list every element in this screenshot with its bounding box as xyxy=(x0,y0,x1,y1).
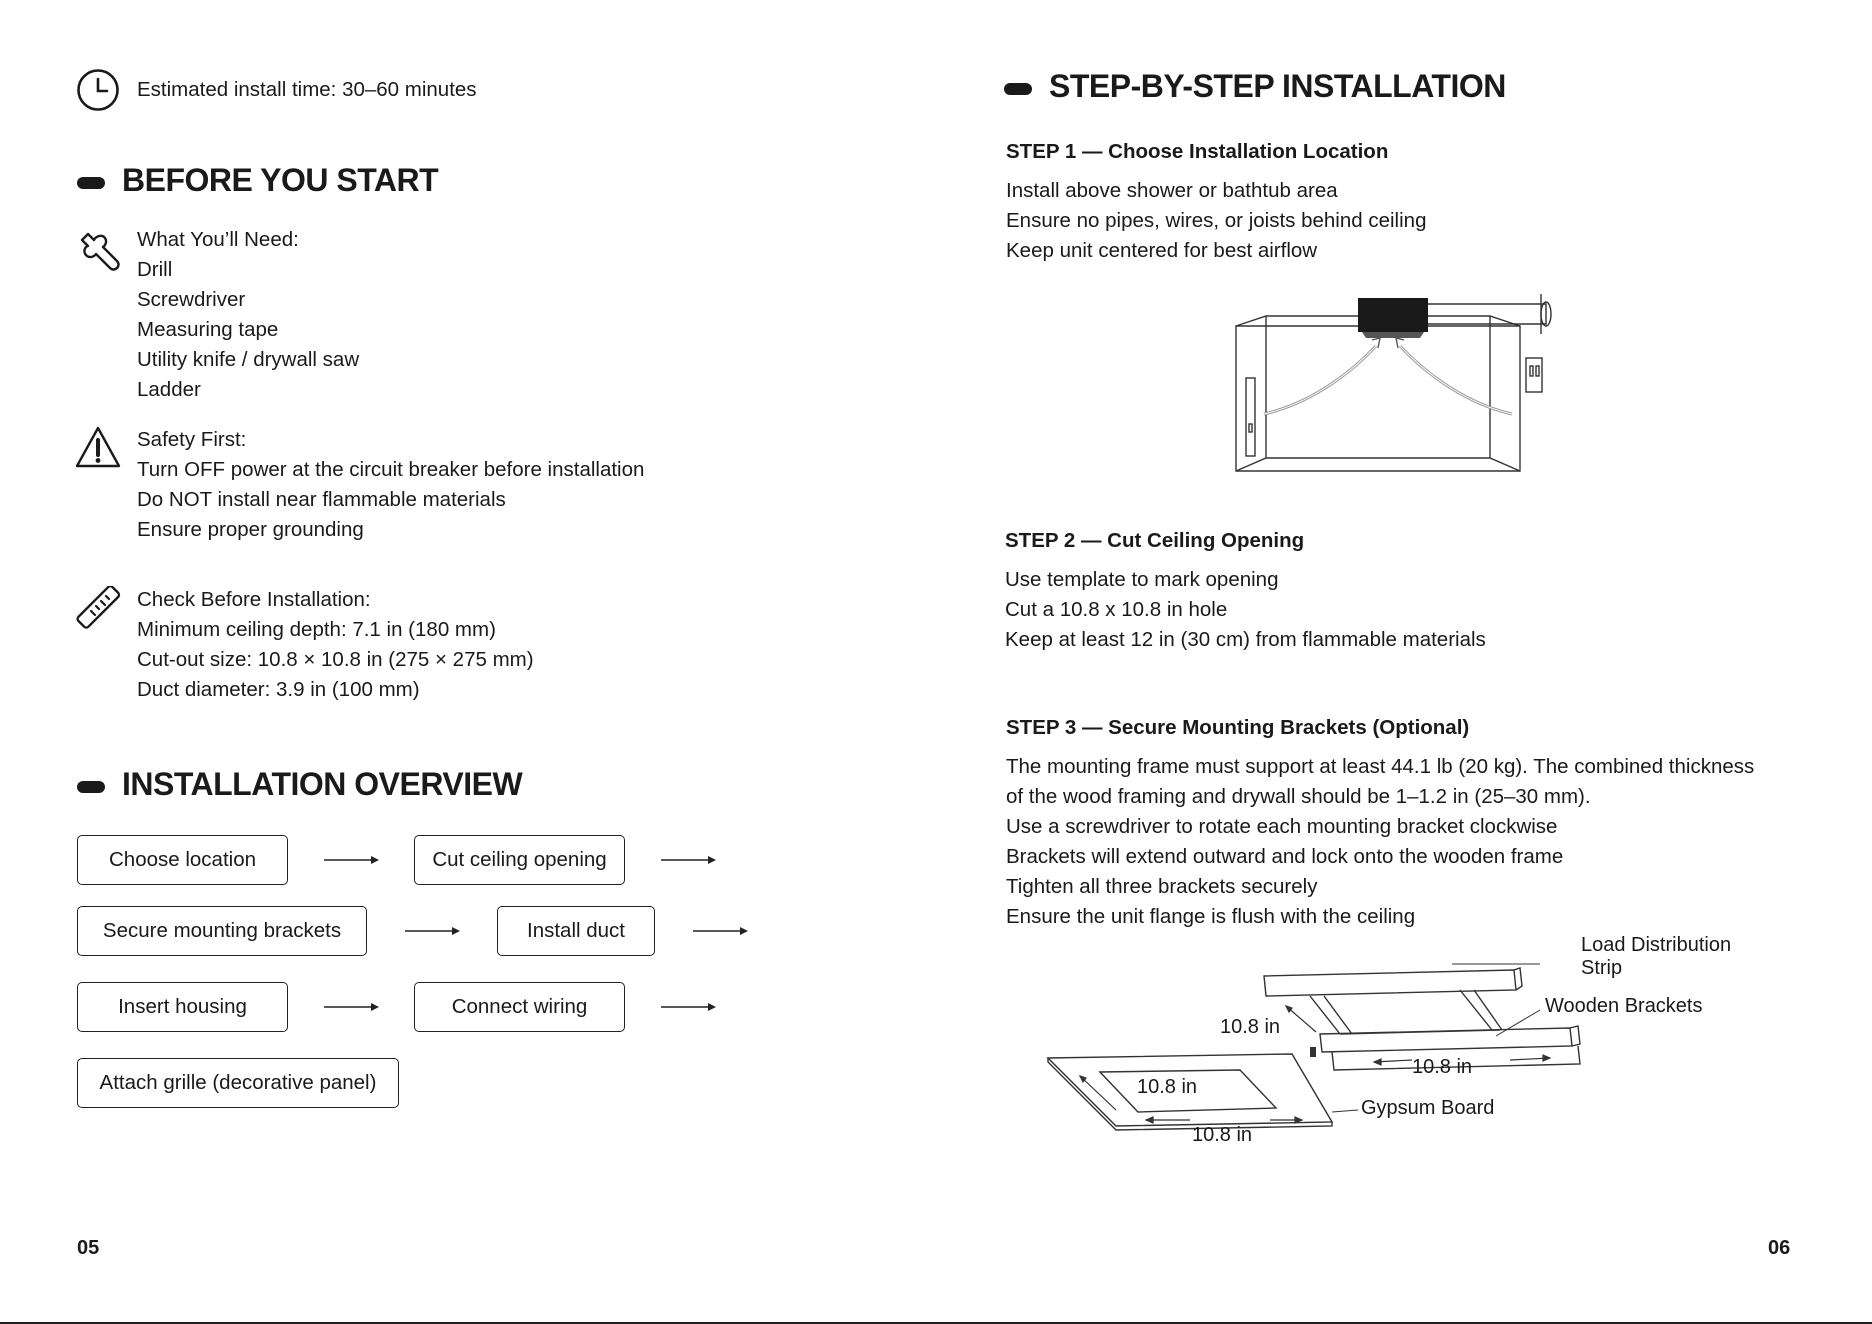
step-line: Use a screwdriver to rotate each mounting bracket clockwise xyxy=(1006,815,1558,838)
flow-step-connect-wiring: Connect wiring xyxy=(414,982,625,1032)
flow-step-insert-housing: Insert housing xyxy=(77,982,288,1032)
install-time: Estimated install time: 30–60 minutes xyxy=(137,78,477,101)
dimension-label: 10.8 in xyxy=(1137,1076,1198,1098)
step3-text xyxy=(1006,752,1754,932)
label-gypsum-board: Gypsum Board xyxy=(1361,1097,1495,1119)
page-number-left: 05 xyxy=(77,1237,100,1259)
warning-icon xyxy=(74,425,122,469)
step-line: Install above shower or bathtub area xyxy=(1006,179,1338,202)
dimension-label: 10.8 in xyxy=(1412,1056,1473,1078)
list-item: Ladder xyxy=(137,378,201,401)
step-line: Keep unit centered for best airflow xyxy=(1006,239,1318,262)
step2-text xyxy=(1005,565,1486,655)
ruler-icon xyxy=(76,586,122,632)
before-you-start-heading: BEFORE YOU START xyxy=(122,162,439,198)
heading-marker xyxy=(77,177,105,189)
check-title: Check Before Installation: xyxy=(137,588,371,611)
step-by-step-heading: STEP-BY-STEP INSTALLATION xyxy=(1049,68,1506,104)
step2-title: STEP 2 — Cut Ceiling Opening xyxy=(1005,529,1305,552)
flow-step-attach-grille: Attach grille (decorative panel) xyxy=(77,1058,399,1108)
list-item: Utility knife / drywall saw xyxy=(137,348,360,371)
list-item: Drill xyxy=(137,258,173,281)
list-item: Duct diameter: 3.9 in (100 mm) xyxy=(137,678,420,701)
list-item: Do NOT install near flammable materials xyxy=(137,488,506,511)
flow-arrow xyxy=(661,1001,717,1013)
clock-icon xyxy=(76,68,120,112)
step-line: Keep at least 12 in (30 cm) from flammable materials xyxy=(1005,628,1486,651)
list-item: Measuring tape xyxy=(137,318,279,341)
list-item: Screwdriver xyxy=(137,288,246,311)
step-line: Cut a 10.8 x 10.8 in hole xyxy=(1005,598,1228,621)
flow-arrow xyxy=(324,1001,380,1013)
wrench-icon xyxy=(76,228,122,274)
dimension-label: 10.8 in xyxy=(1192,1124,1253,1146)
mounting-bracket-diagram xyxy=(1040,950,1600,1160)
step-line: Brackets will extend outward and lock onto the wooden frame xyxy=(1006,845,1564,868)
safety-list xyxy=(137,425,644,545)
list-item: Cut-out size: 10.8 × 10.8 in (275 × 275 mm) xyxy=(137,648,534,671)
step-line: of the wood framing and drywall should be 1–1.2 in (25–30 mm). xyxy=(1006,785,1591,808)
step-line: Ensure no pipes, wires, or joists behind ceiling xyxy=(1006,209,1427,232)
label-load-distribution-strip: Load Distribution Strip xyxy=(1581,934,1732,979)
flow-arrow xyxy=(661,854,717,866)
flow-arrow xyxy=(405,925,461,937)
installation-overview-heading: INSTALLATION OVERVIEW xyxy=(122,766,523,802)
step-line: The mounting frame must support at least 44.1 lb (20 kg). The combined thickness xyxy=(1006,755,1755,778)
dimension-label: 10.8 in xyxy=(1220,1016,1281,1038)
room-airflow-illustration xyxy=(1228,286,1558,476)
tools-list xyxy=(137,225,359,405)
step1-title: STEP 1 — Choose Installation Location xyxy=(1006,140,1389,163)
page-number-right: 06 xyxy=(1768,1237,1791,1259)
flow-arrow xyxy=(324,854,380,866)
heading-marker xyxy=(1004,83,1032,95)
flow-step-secure-brackets: Secure mounting brackets xyxy=(77,906,367,956)
step-line: Ensure the unit flange is flush with the ceiling xyxy=(1006,905,1416,928)
list-item: Minimum ceiling depth: 7.1 in (180 mm) xyxy=(137,618,496,641)
step-line: Tighten all three brackets securely xyxy=(1006,875,1318,898)
list-item: Turn OFF power at the circuit breaker before installation xyxy=(137,458,645,481)
check-list xyxy=(137,585,534,705)
tools-title: What You’ll Need: xyxy=(137,228,299,251)
step1-text xyxy=(1006,176,1426,266)
label-wooden-brackets: Wooden Brackets xyxy=(1545,995,1703,1017)
step-line: Use template to mark opening xyxy=(1005,568,1279,591)
step3-title: STEP 3 — Secure Mounting Brackets (Optional) xyxy=(1006,716,1470,739)
safety-title: Safety First: xyxy=(137,428,247,451)
flow-arrow xyxy=(693,925,749,937)
heading-marker xyxy=(77,781,105,793)
flow-step-choose-location: Choose location xyxy=(77,835,288,885)
list-item: Ensure proper grounding xyxy=(137,518,364,541)
flow-step-install-duct: Install duct xyxy=(497,906,655,956)
flow-step-cut-opening: Cut ceiling opening xyxy=(414,835,625,885)
